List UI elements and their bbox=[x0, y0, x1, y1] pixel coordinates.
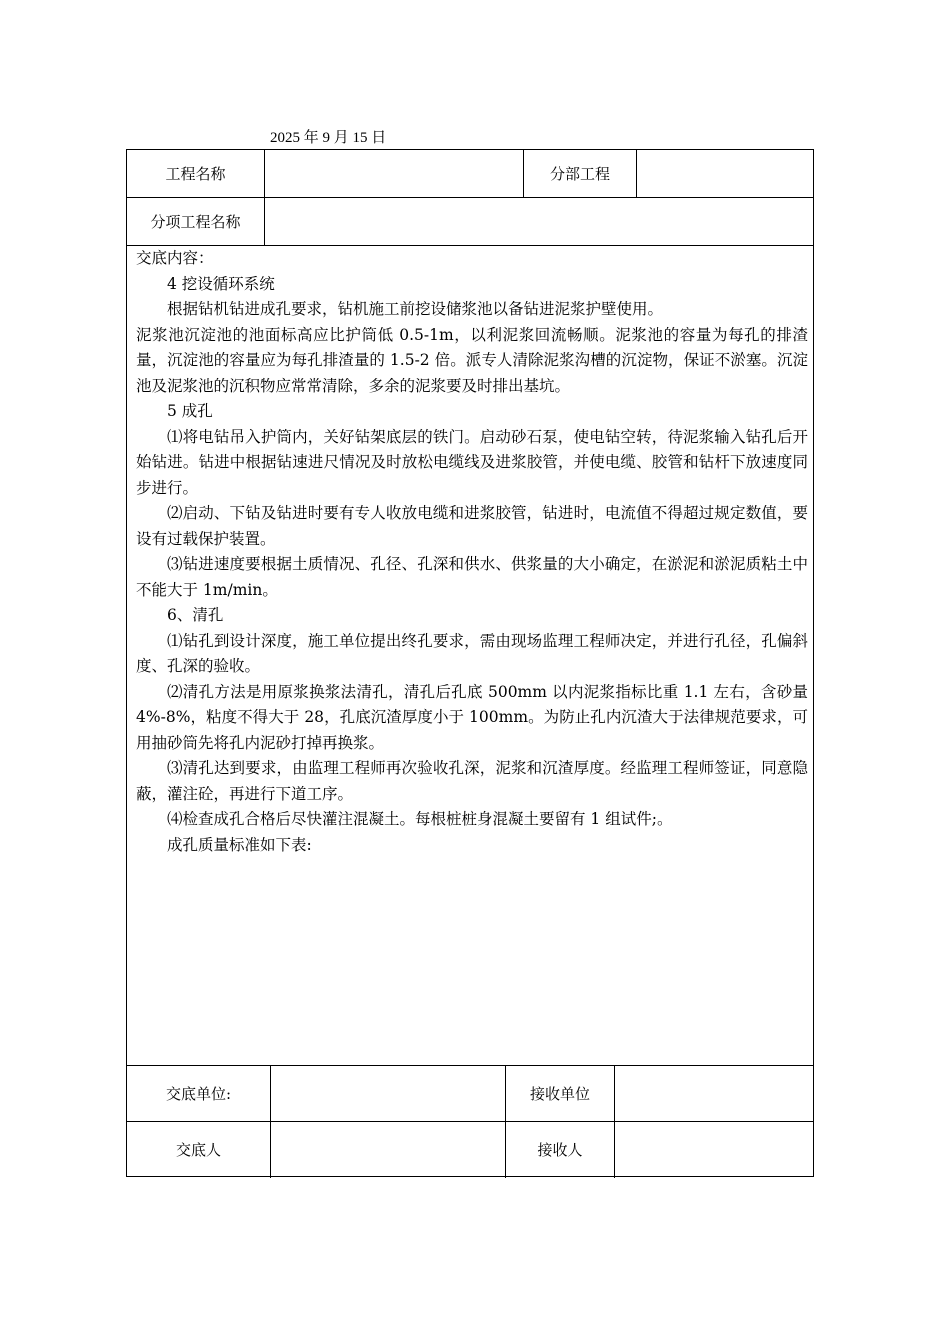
project-name-label: 工程名称 bbox=[165, 165, 226, 183]
receiving-unit-label: 接收单位 bbox=[529, 1085, 590, 1103]
disclosure-unit-field[interactable] bbox=[271, 1066, 505, 1121]
receiver-label: 接收人 bbox=[537, 1140, 583, 1159]
content-paragraph: ⑴将电钻吊入护筒内，关好钻架底层的铁门。启动砂石泵，使电钻空转，待泥浆输入钻孔后开始钻进。钻进中根据钻速进尺情况及时放松电缆线及进浆胶管，并使电缆、胶管和钻杆下放速度同步进行。 bbox=[136, 427, 808, 497]
disclosure-content bbox=[136, 246, 808, 858]
content-paragraph: ⑵启动、下钻及钻进时要有专人收放电缆和进浆胶管，钻进时，电流值不得超过规定数值，要设有过载保护装置。 bbox=[136, 504, 808, 548]
receiving-unit-field[interactable] bbox=[615, 1066, 813, 1121]
content-paragraph: 成孔质量标准如下表: bbox=[167, 835, 312, 854]
section-heading: 4 挖设循环系统 bbox=[167, 274, 275, 293]
receiver-field[interactable] bbox=[615, 1122, 813, 1176]
content-paragraph: 根据钻机钻进成孔要求，钻机施工前挖设储浆池以备钻进泥浆护壁使用。 bbox=[167, 300, 664, 318]
sub-item-name-label: 分项工程名称 bbox=[150, 213, 241, 231]
content-paragraph: ⑴钻孔到设计深度，施工单位提出终孔要求，需由现场监理工程师决定，并进行孔径，孔偏斜度、孔深的验收。 bbox=[136, 631, 808, 675]
content-paragraph: 泥浆池沉淀池的池面标高应比护筒低 0.5-1m，以利泥浆回流畅顺。泥浆池的容量为每孔的排渣量，沉淀池的容量应为每孔排渣量的 1.5-2 倍。派专人清除泥浆沟槽的沉淀物，保证不淤塞。沉淀池及泥浆池的沉积物应常常清除，多余的泥浆要及时排出基坑。 bbox=[136, 325, 808, 395]
disclosure-unit-label: 交底单位: bbox=[165, 1085, 232, 1103]
content-heading: 交底内容： bbox=[136, 249, 214, 267]
content-paragraph: ⑶清孔达到要求，由监理工程师再次验收孔深，泥浆和沉渣厚度。经监理工程师签证，同意隐蔽，灌注砼，再进行下道工序。 bbox=[136, 759, 808, 803]
content-paragraph: ⑵清孔方法是用原浆换浆法清孔，清孔后孔底 500mm 以内泥浆指标比重 1.1 左右，含砂量 4%-8%，粘度不得大于 28，孔底沉渣厚度小于 100mm。为防止孔内沉渣大于法律规范要求，可用抽砂筒先将孔内泥砂打掉再换浆。 bbox=[136, 682, 808, 752]
disclosure-form-table bbox=[126, 149, 814, 1177]
section-heading: 5 成孔 bbox=[167, 402, 213, 420]
discloser-label: 交底人 bbox=[175, 1140, 221, 1159]
document-date: 2025 年 9 月 15 日 bbox=[270, 130, 387, 146]
division-field[interactable] bbox=[637, 150, 813, 197]
section-heading: 6、清孔 bbox=[167, 606, 224, 624]
sub-item-name-field[interactable] bbox=[265, 198, 813, 245]
discloser-field[interactable] bbox=[271, 1122, 505, 1176]
division-label: 分部工程 bbox=[549, 165, 610, 183]
content-paragraph: ⑷检查成孔合格后尽快灌注混凝土。每根桩桩身混凝土要留有 1 组试件;。 bbox=[167, 810, 673, 828]
content-paragraph: ⑶钻进速度要根据土质情况、孔径、孔深和供水、供浆量的大小确定，在淤泥和淤泥质粘土中不能大于 1m/min。 bbox=[136, 555, 808, 599]
project-name-field[interactable] bbox=[265, 150, 523, 197]
